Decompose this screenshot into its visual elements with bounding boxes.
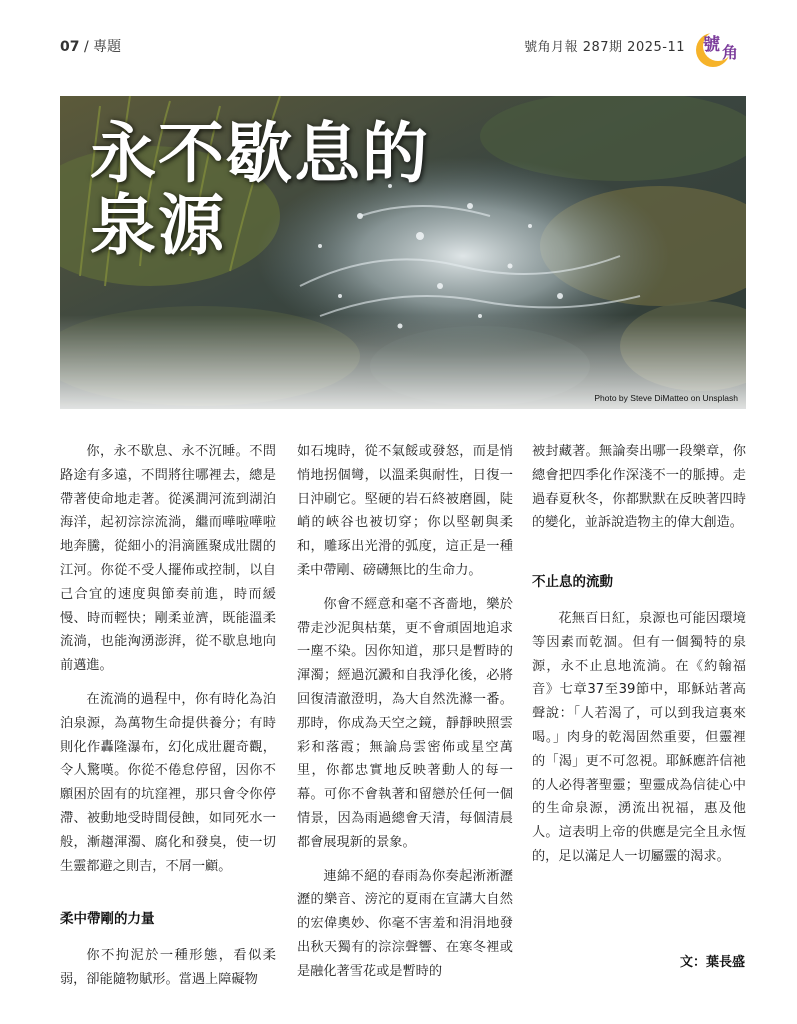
paragraph: 如石塊時，從不氣餒或發怒，而是悄悄地拐個彎，以溫柔與耐性，日復一日沖刷它。堅硬的岩石終被磨圓，陡峭的峽谷也被切穿；你以堅韌與柔和，雕琢出光滑的弧度，這正是一種柔中帶剛、磅礴無比的生命力。 (297, 444, 513, 578)
section-separator: / (83, 39, 94, 55)
paragraph: 你不拘泥於一種形態，看似柔弱，卻能隨物賦形。當遇上障礙物 (60, 948, 276, 987)
article-column-2 (297, 440, 513, 994)
paragraph: 連綿不絕的春雨為你奏起淅淅瀝瀝的樂音、滂沱的夏雨在宣講大自然的宏偉奧妙、你毫不害羞和涓涓地發出秋天獨有的淙淙聲響、在寒冬裡或是融化著雪花或是暫時的 (297, 868, 513, 979)
svg-text:角: 角 (722, 43, 739, 62)
svg-text:號: 號 (703, 35, 720, 55)
section-heading: 不止息的流動 (532, 574, 613, 591)
article-column-3 (532, 440, 746, 879)
paragraph: 被封藏著。無論奏出哪一段樂章，你總會把四季化作深淺不一的脈搏。走過春夏秋冬，你都默默在反映著四時的變化，並訴說造物主的偉大創造。 (532, 444, 746, 531)
page-number: 07 (60, 39, 80, 55)
section-name: 專題 (93, 39, 122, 55)
title-line-2: 泉源 (90, 187, 226, 264)
title-line-1: 永不歇息的 (90, 115, 430, 192)
article-column-1 (60, 440, 276, 1002)
paragraph: 在流淌的過程中，你有時化為泊泊泉源，為萬物生命提供養分；有時則化作轟隆瀑布，幻化成壯麗奇觀，令人驚嘆。你從不倦怠停留，因你不願困於固有的坑窪裡，那只會令你停滯、被動地受時間侵蝕，如同死水一般，漸趨渾濁、腐化和發臭，使一切生靈都避之則吉，不屑一顧。 (60, 691, 276, 874)
paragraph: 花無百日紅，泉源也可能因環境等因素而乾涸。但有一個獨特的泉源，永不止息地流淌。在《約翰福音》七章37至39節中，耶穌站著高聲說：「人若渴了，可以到我這裏來喝。」肉身的乾渴固然重要，但靈裡的「渴」更不可忽視。耶穌應許信祂的人必得著聖靈；聖靈成為信徒心中的生命泉源，湧流出祝福，惠及他人。這表明上帝的供應是完全且永恆的，足以滿足人一切屬靈的渴求。 (532, 610, 746, 864)
paragraph: 你，永不歇息、永不沉睡。不問路途有多遠，不問將往哪裡去，總是帶著使命地走著。從溪澗河流到湖泊海洋，起初淙淙流淌，繼而嘩啦嘩啦地奔騰，從細小的涓滴匯聚成壯闊的江河。你從不受人擺佈或控制，以自己合宜的速度與節奏前進，時而緩慢、時而輕快；剛柔並濟，既能溫柔流淌，也能洶湧澎湃，從不歇息地向前邁進。 (60, 444, 276, 674)
article-title (90, 115, 430, 264)
page-header (60, 30, 745, 70)
magazine-logo (689, 24, 745, 70)
hero-image (60, 96, 746, 409)
section-heading: 柔中帶剛的力量 (60, 911, 155, 928)
photo-credit: Photo by Steve DiMatteo on Unsplash (594, 393, 738, 403)
page-section-label (60, 36, 121, 56)
author-byline: 文：葉長盛 (679, 955, 745, 970)
issue-info: 號角月報 287期 2025-11 (524, 40, 685, 55)
paragraph: 你會不經意和毫不吝嗇地，樂於帶走沙泥與枯葉，更不會頑固地追求一塵不染。因你知道，那只是暫時的渾濁；經過沉澱和自我淨化後，必將回復清澈澄明，為大自然洗滌一番。那時，你成為天空之鏡，靜靜映照雲彩和落霞；無論烏雲密佈或星空萬里，你都忠實地反映著動人的每一幕。可你不會執著和留戀於任何一個情景，因為雨過總會天清，每個清晨都會展現新的景象。 (297, 596, 513, 850)
